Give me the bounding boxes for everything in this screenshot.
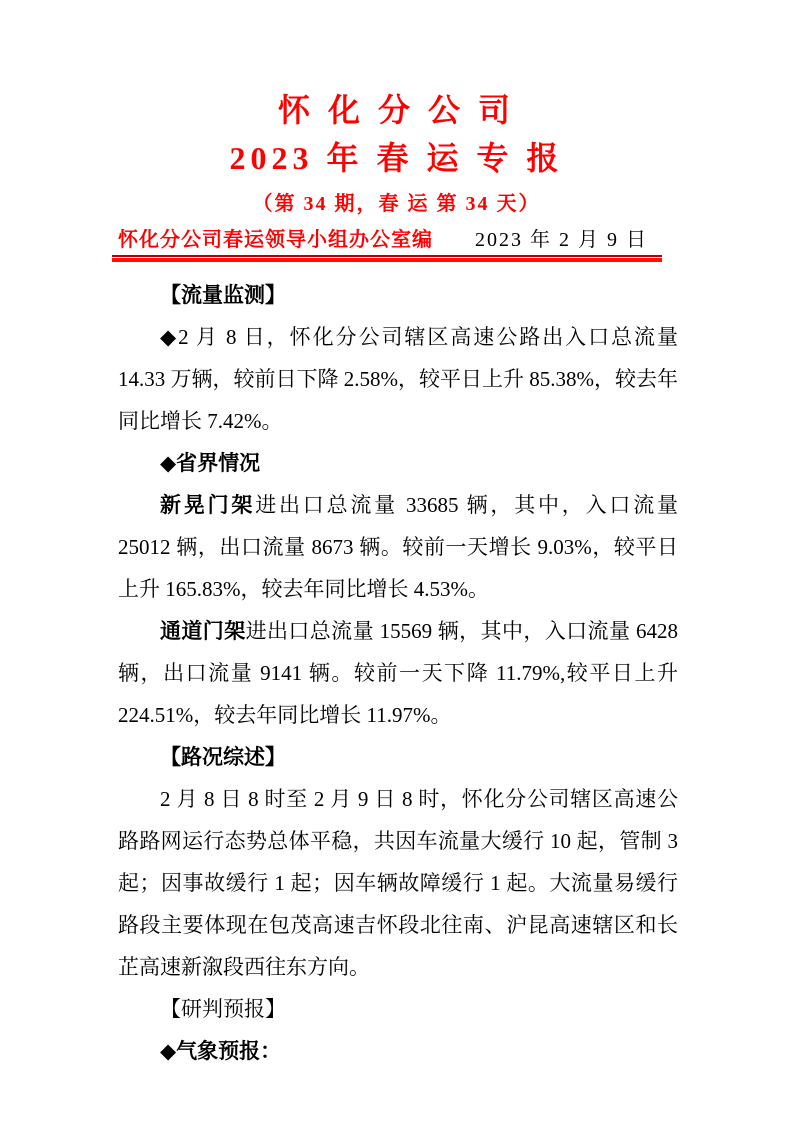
masthead-row bbox=[118, 225, 678, 255]
issue-date: 2023 年 2 月 9 日 bbox=[475, 229, 648, 251]
doc-title-company: 怀 化 分 公 司 bbox=[277, 92, 515, 128]
divider-thick-line bbox=[112, 258, 662, 262]
divider-thin-line bbox=[112, 255, 662, 257]
tongdao-gantry-stats: 进出口总流量 15569 辆，其中，入口流量 6428 辆，出口流量 9141 辆。较前一天下降 11.79%,较平日上升 224.51%，较去年同比增长 11.97%。 bbox=[118, 619, 679, 727]
document-body bbox=[118, 274, 678, 1072]
para-road-conditions: 2 月 8 日 8 时至 2 月 9 日 8 时，怀化分公司辖区高速公路路网运行态势总体平稳，共因车流量大缓行 10 起，管制 3 起；因事故缓行 1 起；因车辆故障缓行 1 起。大流量易缓行路段主要体现在包茂高速吉怀段北往南、沪昆高速辖区和长芷高速新溆段西往东方向。 bbox=[118, 787, 678, 979]
section-heading-road-conditions: 【路况综述】 bbox=[160, 745, 286, 769]
tongdao-gantry-label: 通道门架 bbox=[160, 619, 246, 643]
para-xinhuang-gantry bbox=[118, 484, 678, 610]
xinhuang-gantry-label: 新晃门架 bbox=[160, 493, 256, 517]
section-heading-traffic-monitoring: 【流量监测】 bbox=[160, 283, 286, 307]
document-title-block bbox=[0, 86, 793, 220]
masthead-divider-rule bbox=[112, 255, 662, 262]
para-total-flow: ◆2 月 8 日，怀化分公司辖区高速公路出入口总流量 14.33 万辆，较前日下降 2.58%，较平日上升 85.38%，较去年同比增长 7.42%。 bbox=[118, 325, 678, 433]
xinhuang-gantry-stats: 进出口总流量 33685 辆，其中，入口流量 25012 辆，出口流量 8673 辆。较前一天增长 9.03%，较平日上升 165.83%，较去年同比增长 4.53%。 bbox=[118, 493, 679, 601]
section-heading-forecast: 【研判预报】 bbox=[160, 997, 286, 1021]
subheading-province-border: ◆省界情况 bbox=[160, 451, 261, 475]
doc-issue-number: （第 34 期，春 运 第 34 天） bbox=[252, 193, 541, 215]
doc-title-bulletin: 2023 年 春 运 专 报 bbox=[229, 140, 564, 176]
subheading-weather-forecast: ◆气象预报： bbox=[160, 1039, 282, 1063]
para-tongdao-gantry bbox=[118, 610, 678, 736]
issuer-office: 怀化分公司春运领导小组办公室编 bbox=[118, 229, 433, 251]
